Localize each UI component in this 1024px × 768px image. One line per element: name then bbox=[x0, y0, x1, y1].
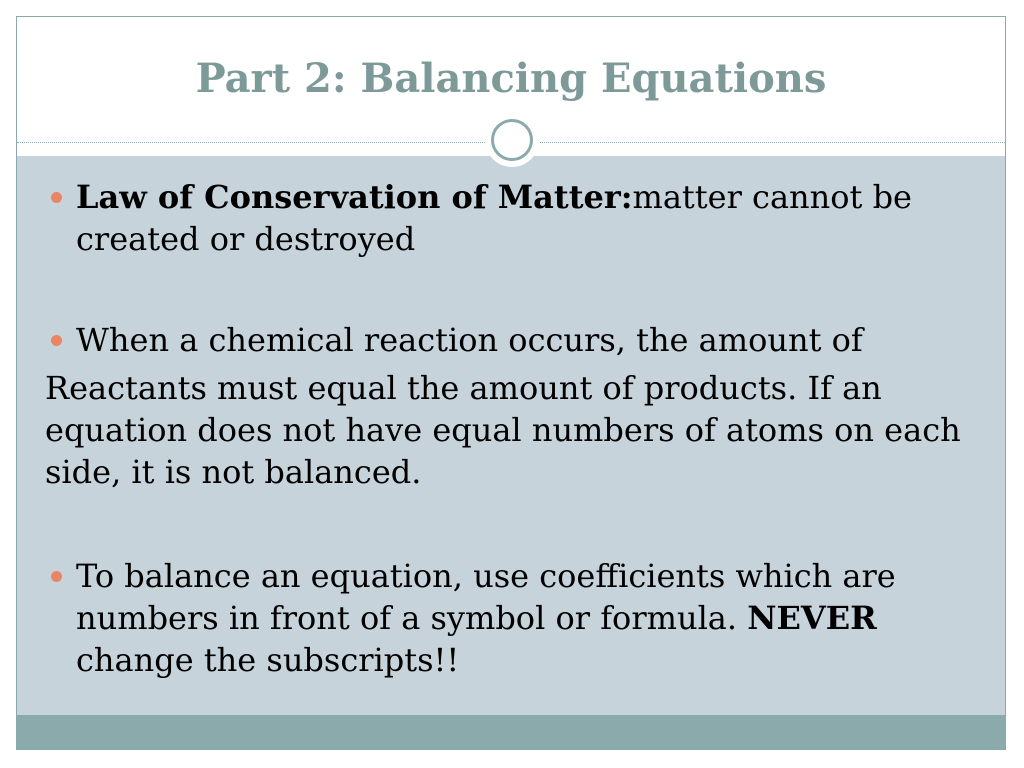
bullet-text: To balance an equation, use coefficients which are numbers in front of a symbol or formula. bbox=[76, 557, 896, 637]
bullet-bold-label: Law of Conservation of Matter: bbox=[76, 178, 633, 216]
slide bbox=[16, 16, 1006, 750]
bullet-dot-icon bbox=[51, 571, 62, 582]
bullet-row bbox=[17, 555, 1005, 681]
bullet-bold-never: NEVER bbox=[747, 599, 877, 637]
bullet-dot-icon bbox=[51, 335, 62, 346]
bullet-text-end: change the subscripts!! bbox=[76, 641, 460, 679]
bullet-text: When a chemical reaction occurs, the amount of bbox=[76, 321, 863, 359]
bullet-row bbox=[17, 176, 1005, 260]
bullet-text: matter cannot be created or destroyed bbox=[76, 178, 912, 258]
bullet-chemical-reaction bbox=[17, 319, 1005, 493]
bullet-row bbox=[17, 319, 1005, 361]
bullet-balance-equation bbox=[17, 555, 1005, 681]
slide-title: Part 2: Balancing Equations bbox=[195, 55, 827, 102]
footer-band bbox=[17, 715, 1005, 749]
bullet-dot-icon bbox=[51, 192, 62, 203]
bullet-continuation: Reactants must equal the amount of products. If an equation does not have equal numbers of atoms on each side, it is not balanced. bbox=[45, 369, 961, 491]
bullet-law-of-conservation bbox=[17, 176, 1005, 260]
divider-ring-icon bbox=[491, 119, 533, 161]
